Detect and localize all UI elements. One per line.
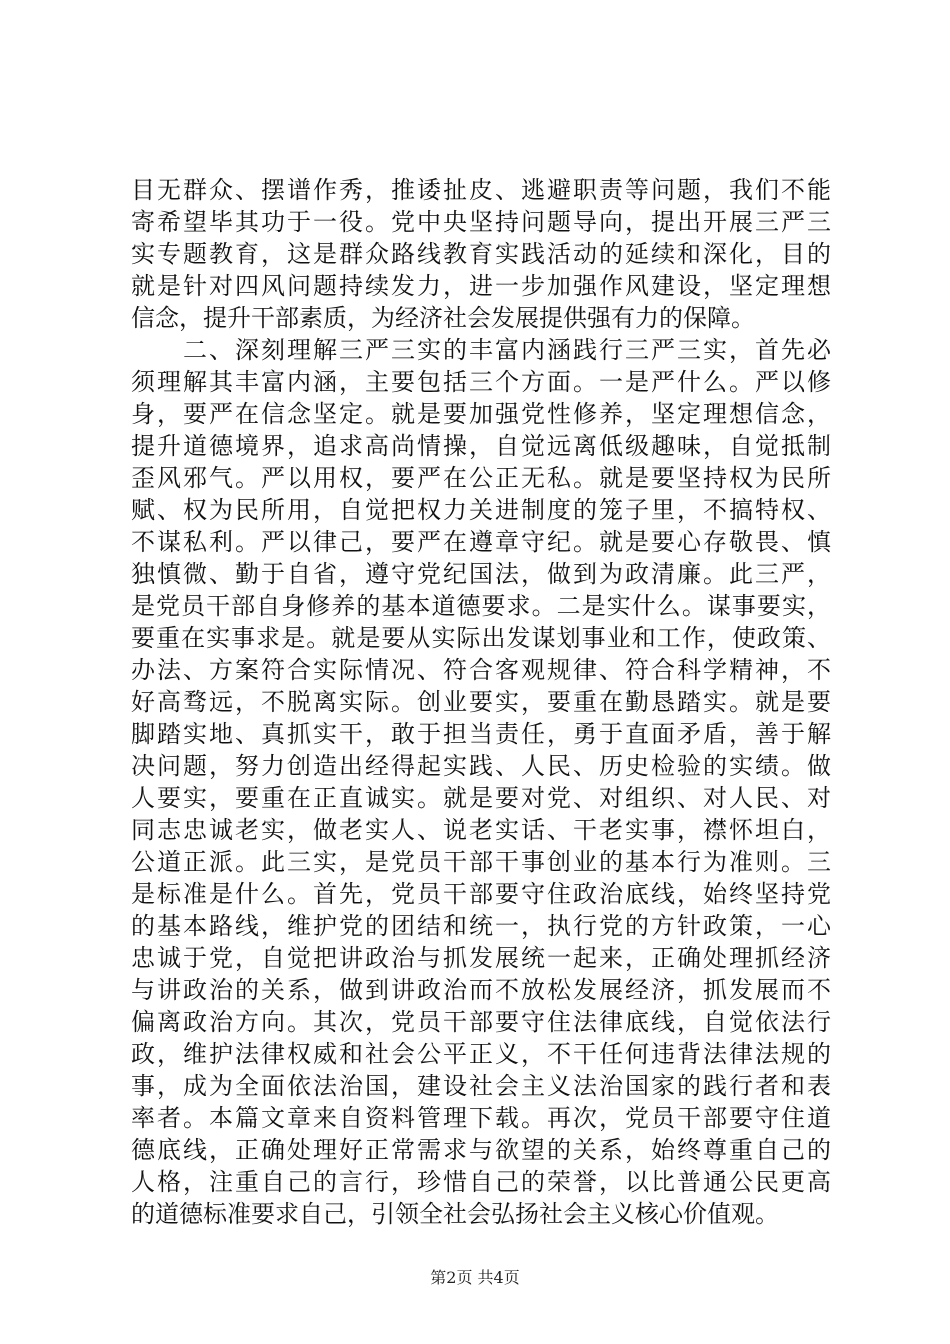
text-line: 就是针对四风问题持续发力，进一步加强作风建设，坚定理想 <box>131 272 831 300</box>
text-line: 与讲政治的关系，做到讲政治而不放松发展经济，抓发展而不 <box>131 976 831 1004</box>
text-line: 须理解其丰富内涵，主要包括三个方面。一是严什么。严以修 <box>131 368 831 396</box>
text-line: 公道正派。此三实，是党员干部干事创业的基本行为准则。三 <box>131 848 831 876</box>
document-body <box>131 174 831 1230</box>
text-line: 偏离政治方向。其次，党员干部要守住法律底线，自觉依法行 <box>131 1008 831 1036</box>
text-line: 脚踏实地、真抓实干，敢于担当责任，勇于直面矛盾，善于解 <box>131 720 831 748</box>
text-line: 同志忠诚老实，做老实人、说老实话、干老实事，襟怀坦白， <box>131 816 831 844</box>
text-line: 事，成为全面依法治国，建设社会主义法治国家的践行者和表 <box>131 1072 831 1100</box>
text-line: 忠诚于党，自觉把讲政治与抓发展统一起来，正确处理抓经济 <box>131 944 831 972</box>
text-line: 身，要严在信念坚定。就是要加强党性修养，坚定理想信念， <box>131 400 831 428</box>
text-line: 政，维护法律权威和社会公平正义，不干任何违背法律法规的 <box>131 1040 831 1068</box>
text-line: 人要实，要重在正直诚实。就是要对党、对组织、对人民、对 <box>131 784 831 812</box>
text-line: 目无群众、摆谱作秀，推诿扯皮、逃避职责等问题，我们不能 <box>131 176 831 204</box>
text-line: 是标准是什么。首先，党员干部要守住政治底线，始终坚持党 <box>131 880 831 908</box>
text-line: 寄希望毕其功于一役。党中央坚持问题导向，提出开展三严三 <box>131 208 831 236</box>
text-line: 人格，注重自己的言行，珍惜自己的荣誉，以比普通公民更高 <box>131 1168 831 1196</box>
text-line: 实专题教育，这是群众路线教育实践活动的延续和深化，目的 <box>131 240 831 268</box>
text-line: 办法、方案符合实际情况、符合客观规律、符合科学精神，不 <box>131 656 831 684</box>
text-line: 的道德标准要求自己，引领全社会弘扬社会主义核心价值观。 <box>131 1200 779 1228</box>
text-line: 是党员干部自身修养的基本道德要求。二是实什么。谋事要实， <box>131 592 831 620</box>
text-line: 信念，提升干部素质，为经济社会发展提供强有力的保障。 <box>131 304 755 332</box>
text-line: 二、深刻理解三严三实的丰富内涵践行三严三实，首先必 <box>131 336 831 364</box>
text-line: 决问题，努力创造出经得起实践、人民、历史检验的实绩。做 <box>131 752 831 780</box>
page-footer: 第2页 共4页 <box>430 1268 520 1287</box>
text-line: 提升道德境界，追求高尚情操，自觉远离低级趣味，自觉抵制 <box>131 432 831 460</box>
text-line: 要重在实事求是。就是要从实际出发谋划事业和工作，使政策、 <box>131 624 831 652</box>
text-line: 德底线，正确处理好正常需求与欲望的关系，始终尊重自己的 <box>131 1136 831 1164</box>
text-line: 不谋私利。严以律己，要严在遵章守纪。就是要心存敬畏、慎 <box>131 528 831 556</box>
text-line: 好高骛远，不脱离实际。创业要实，要重在勤恳踏实。就是要 <box>131 688 831 716</box>
text-line: 率者。本篇文章来自资料管理下载。再次，党员干部要守住道 <box>131 1104 831 1132</box>
text-line: 独慎微、勤于自省，遵守党纪国法，做到为政清廉。此三严， <box>131 560 831 588</box>
text-line: 赋、权为民所用，自觉把权力关进制度的笼子里，不搞特权、 <box>131 496 831 524</box>
text-line: 的基本路线，维护党的团结和统一，执行党的方针政策，一心 <box>131 912 831 940</box>
text-line: 歪风邪气。严以用权，要严在公正无私。就是要坚持权为民所 <box>131 464 831 492</box>
